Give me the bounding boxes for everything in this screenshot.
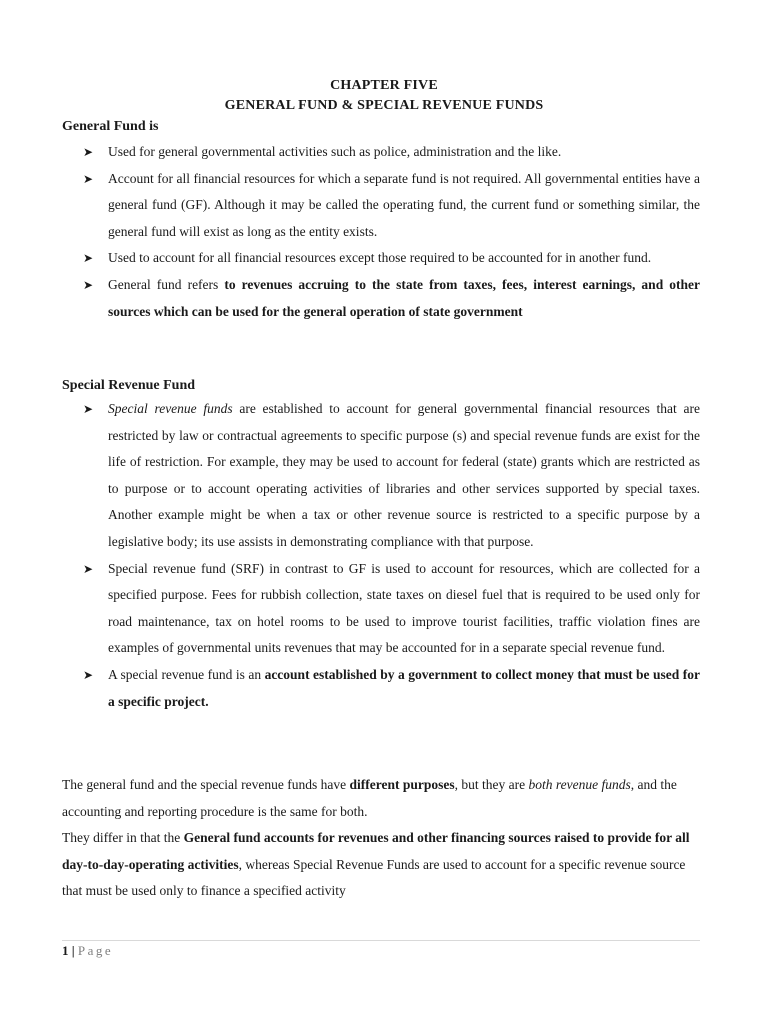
general-fund-definition: to revenues accruing to the state from taxes, fees, interest earnings, and other sources which can be used for the general operation of state government [108, 276, 700, 319]
list-item: ➤ General fund refers to revenues accruing to the state from taxes, fees, interest earnings, and other sources which can be used for the general operation of state government [83, 272, 700, 325]
list-item: ➤ Used to account for all financial resources except those required to be accounted for in another fund. [83, 245, 700, 272]
general-fund-list [83, 139, 700, 325]
chapter-title [0, 76, 768, 116]
special-revenue-heading: Special Revenue Fund [62, 378, 196, 393]
special-revenue-term: Special revenue funds [108, 401, 233, 416]
list-item: ➤ Account for all financial resources for which a separate fund is not required. All governmental entities have a general fund (GF). Although it may be called the operating fund, the current fund or something similar, the general fund will exist as long as the entity exists. [83, 166, 700, 246]
arrow-bullet-icon: ➤ [83, 402, 94, 416]
arrow-bullet-icon: ➤ [83, 251, 94, 266]
footer-separator: | [68, 943, 78, 958]
page-number: 1 [62, 943, 69, 958]
special-revenue-definition: account established by a government to collect money that must be used for a specific project. [108, 666, 700, 709]
list-item: ➤ Used for general governmental activities such as police, administration and the like. [83, 139, 700, 166]
arrow-bullet-icon: ➤ [83, 561, 94, 576]
arrow-bullet-icon: ➤ [83, 145, 94, 159]
arrow-bullet-icon: ➤ [83, 171, 94, 186]
list-item: ➤ A special revenue fund is an account established by a government to collect money that must be used for a specific project. [83, 662, 700, 715]
page-label: Page [77, 943, 114, 958]
footer-divider [62, 940, 700, 941]
difference-paragraph: They differ in that the General fund accounts for revenues and other financing sources raised to provide for all day-to-day-operating activities, whereas Special Revenue Funds are used to account for a specific revenue source that must be used only to finance a specified activity [62, 830, 690, 899]
comparison-paragraph: The general fund and the special revenue funds have different purposes, but they are both revenue funds, and the accounting and reporting procedure is the same for both. [62, 777, 677, 819]
list-item: ➤ Special revenue fund (SRF) in contrast to GF is used to account for resources, which are collected for a specified purpose. Fees for rubbish collection, state taxes on diesel fuel that is required to be used only for road maintenance, tax on hotel rooms to be used to improve tourist facilities, traffic violation fines are examples of governmental units revenues that may be accounted for in a separate special revenue fund. [83, 556, 700, 662]
arrow-bullet-icon: ➤ [83, 667, 94, 682]
page-footer [62, 943, 113, 959]
special-revenue-list [83, 396, 700, 715]
general-fund-heading: General Fund is [62, 119, 159, 134]
chapter-subtitle: GENERAL FUND & SPECIAL REVENUE FUNDS [224, 98, 544, 113]
chapter-number: CHAPTER FIVE [330, 78, 438, 93]
arrow-bullet-icon: ➤ [83, 277, 94, 292]
list-item: ➤ Special revenue funds are established to account for general governmental financial resources that are restricted by law or contractual agreements to specific purpose (s) and special revenue funds are exist for the life of restriction. For example, they may be used to account for federal (state) grants which are restricted as to purpose or to account operating activities of libraries and other services supported by special taxes. Another example might be when a tax or other revenue source is restricted to a specific purpose by a legislative body; its use assists in demonstrating compliance with that purpose. [83, 396, 700, 556]
